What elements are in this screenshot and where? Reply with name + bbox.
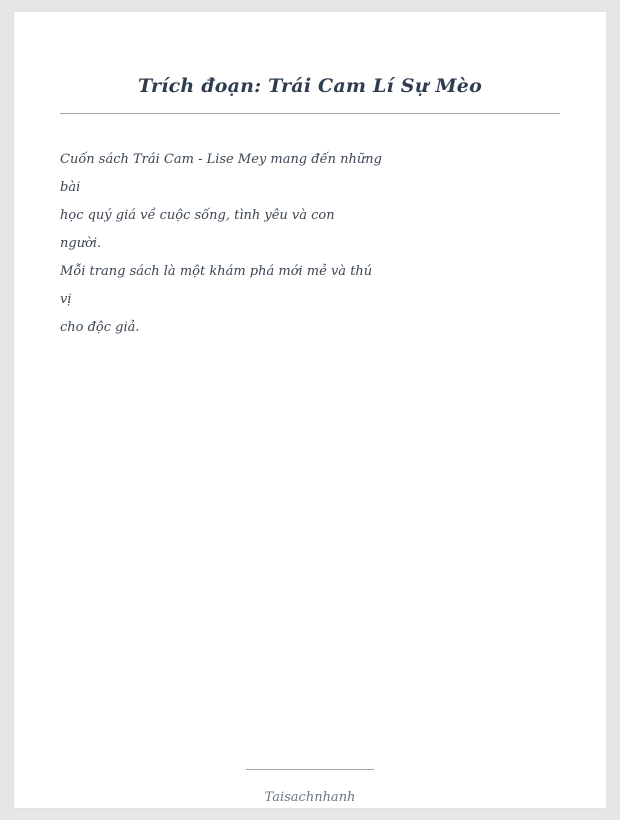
body-line: vị bbox=[60, 292, 72, 307]
footer-divider bbox=[246, 769, 374, 770]
page-title: Trích đoạn: Trái Cam Lí Sự Mèo bbox=[138, 75, 482, 97]
document-body bbox=[60, 146, 520, 342]
title-divider bbox=[60, 113, 560, 114]
body-line: Cuốn sách Trái Cam - Lise Mey mang đến những bbox=[60, 152, 382, 167]
document-page bbox=[14, 12, 606, 808]
body-line: học quý giá về cuộc sống, tình yêu và con bbox=[60, 208, 335, 223]
body-line: Mỗi trang sách là một khám phá mới mẻ và thú bbox=[60, 264, 373, 279]
footer-credit: Taisachnhanh bbox=[264, 790, 356, 805]
body-line: cho độc giả. bbox=[60, 320, 140, 335]
body-line: người. bbox=[60, 236, 102, 251]
body-line: bài bbox=[60, 180, 81, 195]
